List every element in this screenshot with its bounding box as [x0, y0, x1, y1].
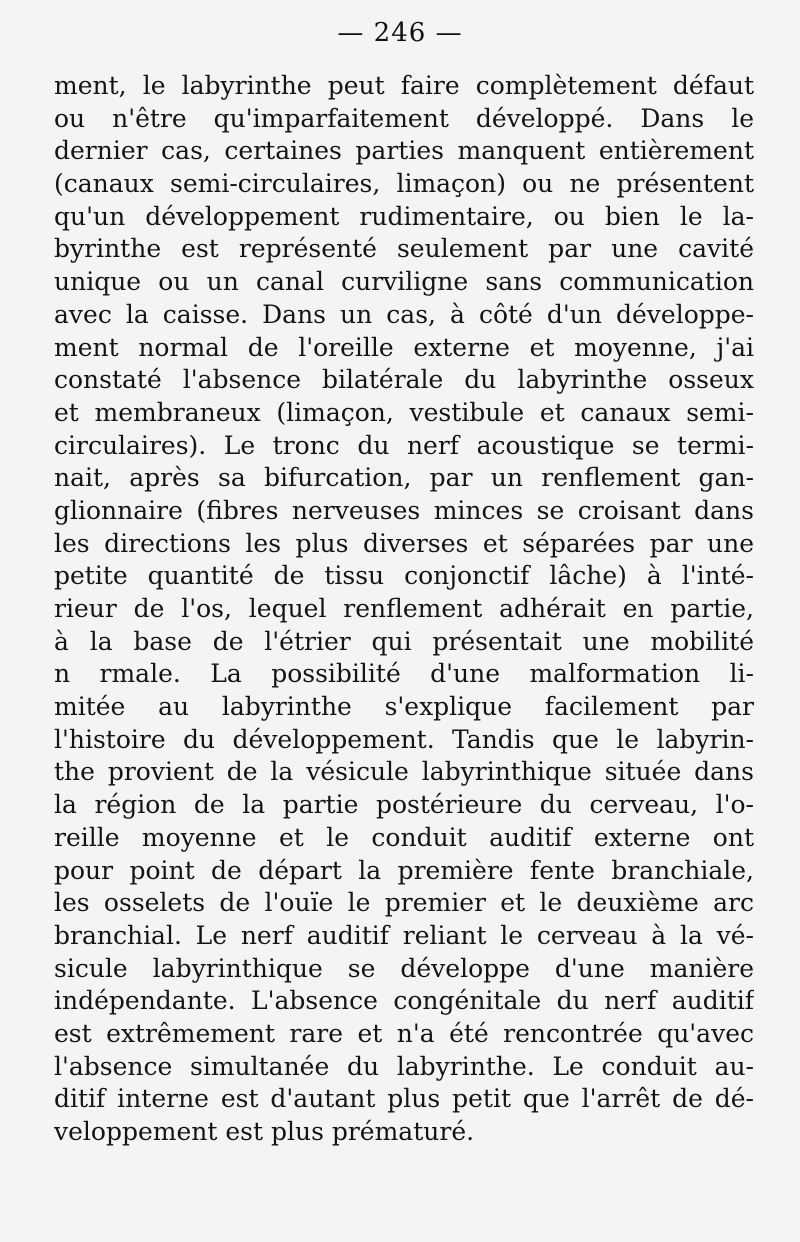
text-line: la région de la partie postérieure du cerveau, l'o-: [54, 790, 754, 820]
text-line: ou n'être qu'imparfaitement développé. Dans le: [54, 103, 754, 133]
text-line: reille moyenne et le conduit auditif externe ont: [54, 822, 754, 852]
text-line: byrinthe est représenté seulement par une cavité: [54, 234, 754, 264]
text-line: qu'un développement rudimentaire, ou bien le la-: [54, 201, 754, 231]
text-line: nait, après sa bifurcation, par un renflement gan-: [54, 463, 754, 493]
text-line: les osselets de l'ouïe le premier et le deuxième arc: [54, 888, 754, 918]
text-line: indépendante. L'absence congénitale du nerf auditif: [54, 986, 754, 1016]
text-line: unique ou un canal curviligne sans communication: [54, 267, 754, 297]
text-line: petite quantité de tissu conjonctif lâche) à l'inté-: [54, 561, 754, 591]
text-line: circulaires). Le tronc du nerf acoustique se termi-: [54, 430, 754, 460]
text-line: mitée au labyrinthe s'explique facilement par: [54, 692, 754, 722]
body-text: [54, 70, 754, 1149]
text-line: sicule labyrinthique se développe d'une manière: [54, 953, 754, 983]
text-line: avec la caisse. Dans un cas, à côté d'un développe-: [54, 299, 754, 329]
text-line: constaté l'absence bilatérale du labyrinthe osseux: [54, 365, 754, 395]
text-line: ditif interne est d'autant plus petit que l'arrêt de dé-: [54, 1084, 754, 1114]
text-line: (canaux semi-circulaires, limaçon) ou ne présentent: [54, 169, 754, 199]
text-line: pour point de départ la première fente branchiale,: [54, 855, 754, 885]
text-line: rieur de l'os, lequel renflement adhérait en partie,: [54, 594, 754, 623]
page-number: — 246 —: [337, 18, 463, 48]
text-line: the provient de la vésicule labyrinthique située dans: [54, 757, 754, 787]
text-line: est extrêmement rare et n'a été rencontrée qu'avec: [54, 1018, 754, 1048]
text-line: ment normal de l'oreille externe et moyenne, j'ai: [54, 332, 754, 362]
text-line: glionnaire (fibres nerveuses minces se croisant dans: [54, 495, 754, 525]
text-line: et membraneux (limaçon, vestibule et canaux semi-: [54, 397, 754, 427]
text-line: n rmale. La possibilité d'une malformation li-: [54, 659, 754, 689]
text-line: branchial. Le nerf auditif reliant le cerveau à la vé-: [54, 920, 754, 950]
text-line: dernier cas, certaines parties manquent entièrement: [54, 136, 754, 166]
text-line: les directions les plus diverses et séparées par une: [54, 528, 754, 558]
text-line: à la base de l'étrier qui présentait une mobilité: [54, 626, 754, 656]
text-line: l'absence simultanée du labyrinthe. Le conduit au-: [54, 1051, 754, 1081]
text-line: veloppement est plus prématuré.: [54, 1117, 475, 1146]
text-line: ment, le labyrinthe peut faire complètement défaut: [54, 71, 754, 100]
text-line: l'histoire du développement. Tandis que le labyrin-: [54, 724, 754, 754]
